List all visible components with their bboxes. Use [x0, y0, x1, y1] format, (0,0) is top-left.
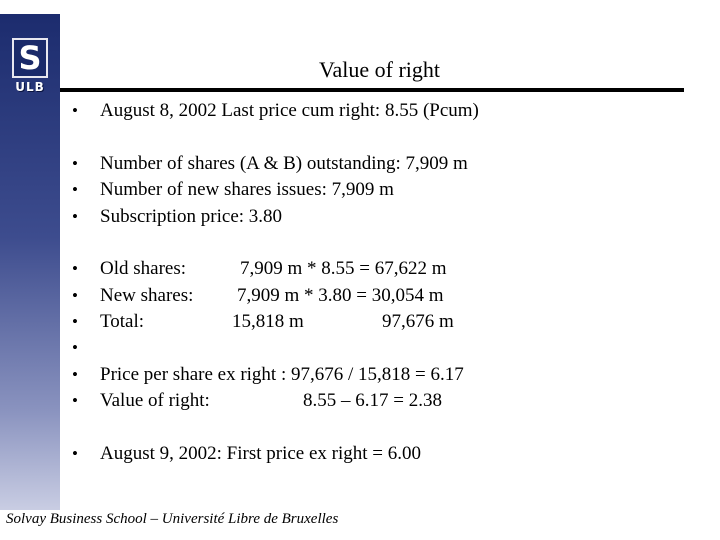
calc-label: Old shares:: [100, 258, 187, 279]
bullet-dot: •: [72, 207, 78, 226]
title-divider: [60, 88, 684, 92]
bullet-item: [72, 362, 692, 388]
bullet-item: [72, 204, 692, 230]
calc-row-old-shares: [72, 256, 692, 282]
total-amount: 97,676 m: [382, 311, 454, 332]
total-shares: 15,818 m: [232, 311, 304, 332]
bullet-item: [72, 177, 692, 203]
ulb-label: ULB: [15, 80, 45, 94]
bullet-text: August 9, 2002: First price ex right = 6.00: [100, 443, 422, 464]
slide-title: Value of right: [319, 57, 440, 82]
bullet-text: Number of new shares issues: 7,909 m: [100, 179, 394, 200]
calc-label: Value of right:: [100, 390, 210, 411]
bullet-dot: •: [72, 180, 78, 199]
bullet-text: Price per share ex right : 97,676 / 15,818 = 6.17: [100, 364, 464, 385]
bullet-dot: •: [72, 101, 78, 120]
bullet-item: [72, 98, 692, 124]
bullet-dot: •: [72, 444, 78, 463]
bullet-item-empty: [72, 335, 692, 361]
calc-label: New shares:: [100, 285, 194, 306]
bullet-text: August 8, 2002 Last price cum right: 8.55 (Pcum): [100, 100, 479, 121]
calc-value: 7,909 m * 8.55 = 67,622 m: [240, 258, 447, 279]
calc-label: Total:: [100, 311, 145, 332]
bullet-item: [72, 151, 692, 177]
bullet-dot: •: [72, 391, 78, 410]
calc-row-total: [72, 309, 692, 335]
bullet-dot: •: [72, 259, 78, 278]
calc-row-value-of-right: [72, 388, 692, 414]
bullet-text: Subscription price: 3.80: [100, 206, 283, 227]
calc-value: 7,909 m * 3.80 = 30,054 m: [237, 285, 444, 306]
bullet-item: [72, 441, 692, 467]
school-logo: [12, 38, 48, 78]
bullet-dot: •: [72, 286, 78, 305]
sidebar-band: [0, 14, 60, 510]
calc-value: 8.55 – 6.17 = 2.38: [303, 390, 442, 411]
bullet-dot: •: [72, 365, 78, 384]
bullet-dot: •: [72, 338, 78, 357]
logo-letter: S: [18, 39, 42, 77]
footer-text: Solvay Business School – Université Libre de Bruxelles: [6, 511, 339, 527]
bullet-dot: •: [72, 312, 78, 331]
bullet-dot: •: [72, 154, 78, 173]
bullet-text: Number of shares (A & B) outstanding: 7,909 m: [100, 153, 468, 174]
calc-row-new-shares: [72, 283, 692, 309]
